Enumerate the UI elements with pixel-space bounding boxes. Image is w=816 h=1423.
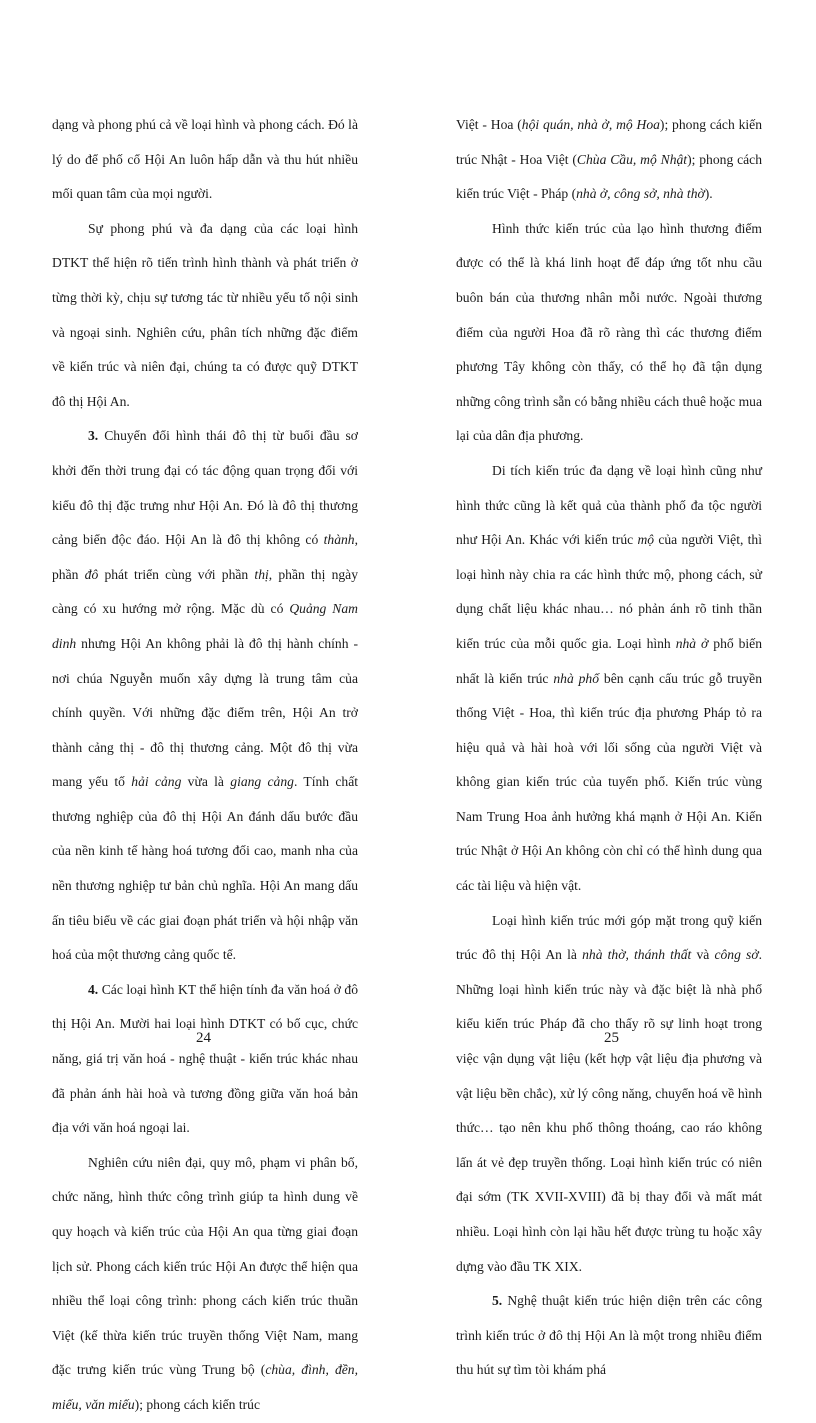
- right-paragraph-1: [456, 108, 762, 212]
- right-paragraph-3: [456, 454, 762, 904]
- left-paragraph-2: [52, 212, 358, 420]
- text-run: ); phong cách kiến trúc: [134, 1396, 260, 1412]
- text-run: phổ biến nhất là kiến trúc: [456, 635, 763, 686]
- italic-term: Chùa Cầu, mộ Nhật: [576, 151, 688, 167]
- text-run: ); phong cách kiến trúc Nhật - Hoa Việt (: [456, 117, 762, 167]
- italic-term: chùa, đình, đền, miếu, văn miếu: [52, 1362, 359, 1412]
- right-paragraph-2: [456, 212, 762, 454]
- text-run: . Tính chất thương nghiệp của đô thị Hội An đánh dấu bước đầu của nền kinh tế hàng hoá tương đối cao, manh nha của nền thương nghiệp tư bản chủ nghĩa. Hội An mang dấu ấn tiêu biểu về các giai đoạn phát triển và hội nhập văn hoá của một thương cảng quốc tế.: [52, 774, 358, 963]
- section-number: 4.: [88, 981, 99, 997]
- italic-term: nhà ở, công sở, nhà thờ: [576, 186, 705, 202]
- right-paragraph-4: [456, 904, 762, 1285]
- text-run: Các loại hình KT thể hiện tính đa văn hoá ở đô thị Hội An. Mười hai loại hình DTKT có bố cục, chức năng, giá trị văn hoá - nghệ thuật - kiến trúc khác nhau đã phản ánh hài hoà và tương đồng giữa văn hoá bản địa với văn hoá ngoại lai.: [52, 981, 358, 1136]
- italic-term: nhà thờ, thánh thất: [582, 947, 692, 963]
- section-number: 5.: [492, 1293, 503, 1309]
- section-number: 3.: [88, 428, 99, 444]
- text-run: Loại hình kiến trúc mới góp mặt trong quỹ kiến trúc đô thị Hội An là: [456, 912, 762, 963]
- text-run: . Những loại hình kiến trúc này và đặc biệt là nhà phố kiểu kiến trúc Pháp đã cho thấy rõ sự linh hoạt trong việc vận dụng vật liệu (kết hợp vật liệu địa phương và vật liệu bền chắc), xử lý công năng, chuyển hoá về hình thức… tạo nên khu phố thông thoáng, cao ráo không lấn át vẻ đẹp truyền thống. Loại hình kiến trúc có niên đại sớm (TK XVII-XVIII) đã bị thay đổi và mất mát nhiều. Loại hình còn lại hầu hết được trùng tu hoặc xây dựng vào đầu TK XIX.: [456, 947, 762, 1274]
- left-paragraph-4: [52, 973, 358, 1146]
- text-run: Nghệ thuật kiến trúc hiện diện trên các công trình kiến trúc ở đô thị Hội An là một trong nhiều điểm thu hút sự tìm tòi khám phá: [456, 1293, 762, 1378]
- text-run: và: [691, 947, 715, 963]
- left-paragraph-3: [52, 419, 358, 973]
- italic-term: mộ: [637, 532, 655, 548]
- page-number-left: 24: [196, 1030, 211, 1046]
- italic-term: hải cảng: [131, 774, 182, 790]
- italic-term: thành: [323, 532, 355, 548]
- text-run: bên cạnh cấu trúc gỗ truyền thống Việt - Hoa, thì kiến trúc địa phương Pháp tỏ ra hiệu quả và hài hoà với lối sống của người Việt và không gian kiến trúc của tuyến phố. Kiến trúc vùng Nam Trung Hoa ảnh hưởng khá mạnh ở Hội An. Kiến trúc Nhật ở Hội An không còn chỉ có thể hình dung qua các tài liệu và hiện vật.: [456, 670, 763, 894]
- text-run: , phần thị ngày càng có xu hướng mở rộng. Mặc dù có: [52, 566, 359, 617]
- left-paragraph-5: [52, 1146, 358, 1423]
- text-run: Việt - Hoa (: [456, 117, 522, 132]
- italic-term: nhà phố: [553, 670, 600, 686]
- right-paragraph-5: [456, 1284, 762, 1388]
- italic-term: đô: [84, 566, 99, 582]
- text-run: phát triển cùng với phần: [98, 566, 255, 582]
- text-run: ).: [704, 186, 713, 202]
- left-page-column: [52, 108, 358, 1423]
- page-number-right: 25: [604, 1030, 619, 1046]
- text-run: Chuyển đổi hình thái đô thị từ buổi đầu sơ khởi đến thời trung đại có tác động quan trọng đối với kiểu đô thị đặc trưng như Hội An. Đó là đô thị thương cảng biển độc đáo. Hội An là đô thị không có: [52, 428, 358, 548]
- text-run: dạng và phong phú cả về loại hình và phong cách. Đó là lý do để phố cổ Hội An luôn hấp dẫn và thu hút nhiều mối quan tâm của mọi người.: [52, 117, 358, 202]
- text-run: Hình thức kiến trúc của lạo hình thương điếm được có thể là khá linh hoạt để đáp ứng tốt nhu cầu buôn bán của thương nhân mỗi nước. Ngoài thương điếm của người Hoa đã rõ ràng thì các thương điếm phương Tây không còn thấy, có thể họ đã tận dụng những công trình sẵn có bằng nhiều cách thuê hoặc mua lại của dân địa phương.: [456, 220, 762, 444]
- italic-term: công sở: [714, 947, 759, 963]
- text-run: vừa là: [181, 774, 231, 790]
- text-run: , phần: [52, 532, 358, 582]
- italic-term: Quảng Nam dinh: [52, 601, 358, 651]
- text-run: Nghiên cứu niên đại, quy mô, phạm vi phân bố, chức năng, hình thức công trình giúp ta hình dung về quy hoạch và kiến trúc của Hội An qua từng giai đoạn lịch sử. Phong cách kiến trúc Hội An được thể hiện qua nhiều thể loại công trình: phong cách kiến trúc thuần Việt (kế thừa kiến trúc truyền thống Việt Nam, mang đặc trưng kiến trúc vùng Trung bộ (: [52, 1154, 358, 1378]
- text-run: nhưng Hội An không phải là đô thị hành chính - nơi chúa Nguyễn muốn xây dựng là trung tâm của chính quyền. Với những đặc điểm trên, Hội An trở thành cảng thị - đô thị thương cảng. Một đô thị vừa mang yếu tố: [52, 635, 358, 790]
- italic-term: nhà ở: [675, 635, 709, 651]
- italic-term: thị: [254, 566, 269, 582]
- text-run: Sự phong phú và đa dạng của các loại hình DTKT thể hiện rõ tiến trình hình thành và phát triển ở từng thời kỳ, chịu sự tương tác từ nhiều yếu tố nội sinh và ngoại sinh. Nghiên cứu, phân tích những đặc điểm về kiến trúc và niên đại, chúng ta có được quỹ DTKT đô thị Hội An.: [52, 220, 358, 409]
- left-paragraph-1: [52, 108, 358, 212]
- right-page-column: [456, 108, 762, 1388]
- text-run: ); phong cách kiến trúc Việt - Pháp (: [456, 151, 763, 202]
- text-run: của người Việt, thì loại hình này chia ra các hình thức mộ, phong cách, sử dụng chất liệu khác nhau… nó phản ánh rõ tinh thần kiến trúc của mỗi quốc gia. Loại hình: [456, 532, 762, 651]
- italic-term: hội quán, nhà ở, mộ Hoa: [521, 117, 660, 132]
- text-run: Di tích kiến trúc đa dạng về loại hình cũng như hình thức cũng là kết quả của thành phố đa tộc người như Hội An. Khác với kiến trúc: [456, 462, 762, 548]
- italic-term: giang cảng: [230, 774, 294, 790]
